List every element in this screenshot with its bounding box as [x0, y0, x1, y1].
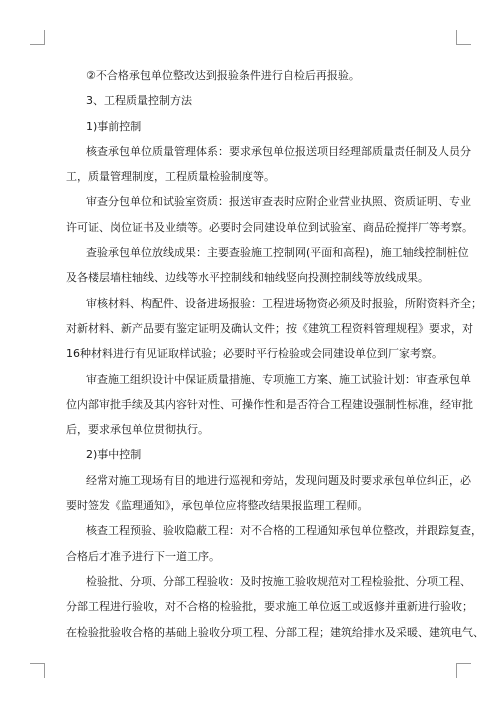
text-line-1: ②不合格承包单位整改达到报验条件进行自检后再报验。	[86, 69, 360, 82]
text-line-12: 16种材料进行有见证取样试验；必要时平行检验或会同建设单位到厂家考察。	[66, 347, 443, 361]
text-line-17: 经常对施工现场有目的地进行巡视和旁站，发现问题及时要求承包单位纠正，必	[86, 473, 471, 487]
section-heading: 3、工程质量控制方法	[86, 94, 192, 108]
text-line-5: 工，质量管理制度，工程质量检验制度等。	[66, 170, 275, 184]
subsection-heading-pre-control: 1)事前控制	[86, 119, 142, 133]
text-line-23: 在检验批验收合格的基础上验收分项工程、分部工程；建筑给排水及采暖、建筑电气、	[66, 625, 484, 639]
text-line-13: 审查施工组织设计中保证质量措施、专项施工方案、施工试验计划：审查承包单	[86, 372, 471, 386]
text-line-20: 合格后才准予进行下一道工序。	[66, 549, 220, 563]
crop-mark-top-right	[456, 30, 471, 45]
text-line-4: 核查承包单位质量管理体系：要求承包单位报送项目经理部质量责任制及人员分	[86, 144, 471, 158]
crop-mark-bottom-right	[456, 663, 471, 678]
text-line-10: 审核材料、构配件、设备进场报验：工程进场物资必须及时报验，所附资料齐全；	[86, 296, 482, 310]
text-line-22: 分部工程进行验收，对不合格的检验批，要求施工单位返工或返修并重新进行验收；	[66, 600, 473, 614]
text-line-15: 后，要求承包单位贯彻执行。	[66, 423, 209, 437]
crop-mark-bottom-left	[30, 663, 45, 678]
subsection-heading-in-process-control: 2)事中控制	[86, 448, 142, 462]
document-body	[66, 63, 484, 645]
text-line-11: 对新材料、新产品要有鉴定证明及确认文件；按《建筑工程资料管理规程》要求，对	[66, 321, 473, 335]
text-line-19: 核查工程预验、验收隐蔽工程：对不合格的工程通知承包单位整改，并跟踪复查，	[86, 524, 482, 538]
text-line-7: 许可证、岗位证书及业绩等。必要时会同建设单位到试验室、商品砼搅拌厂等考察。	[66, 220, 473, 234]
text-line-6: 审查分包单位和试验室资质：报送审查表时应附企业营业执照、资质证明、专业	[86, 195, 471, 209]
text-line-21: 检验批、分项、分部工程验收：及时按施工验收规范对工程检验批、分项工程、	[86, 574, 471, 588]
crop-mark-top-left	[30, 30, 45, 45]
text-line-18: 要时签发《监理通知》，承包单位应将整改结果报监理工程师。	[66, 499, 369, 513]
text-line-14: 位内部审批手续及其内容针对性、可操作性和是否符合工程建设强制性标准，经审批	[66, 397, 473, 411]
text-line-9: 及各楼层墙柱轴线、边线等水平控制线和轴线竖向投测控制线等放线成果。	[66, 271, 429, 285]
text-line-8: 查验承包单位放线成果：主要查验施工控制网(平面和高程)，施工轴线控制桩位	[86, 246, 469, 260]
